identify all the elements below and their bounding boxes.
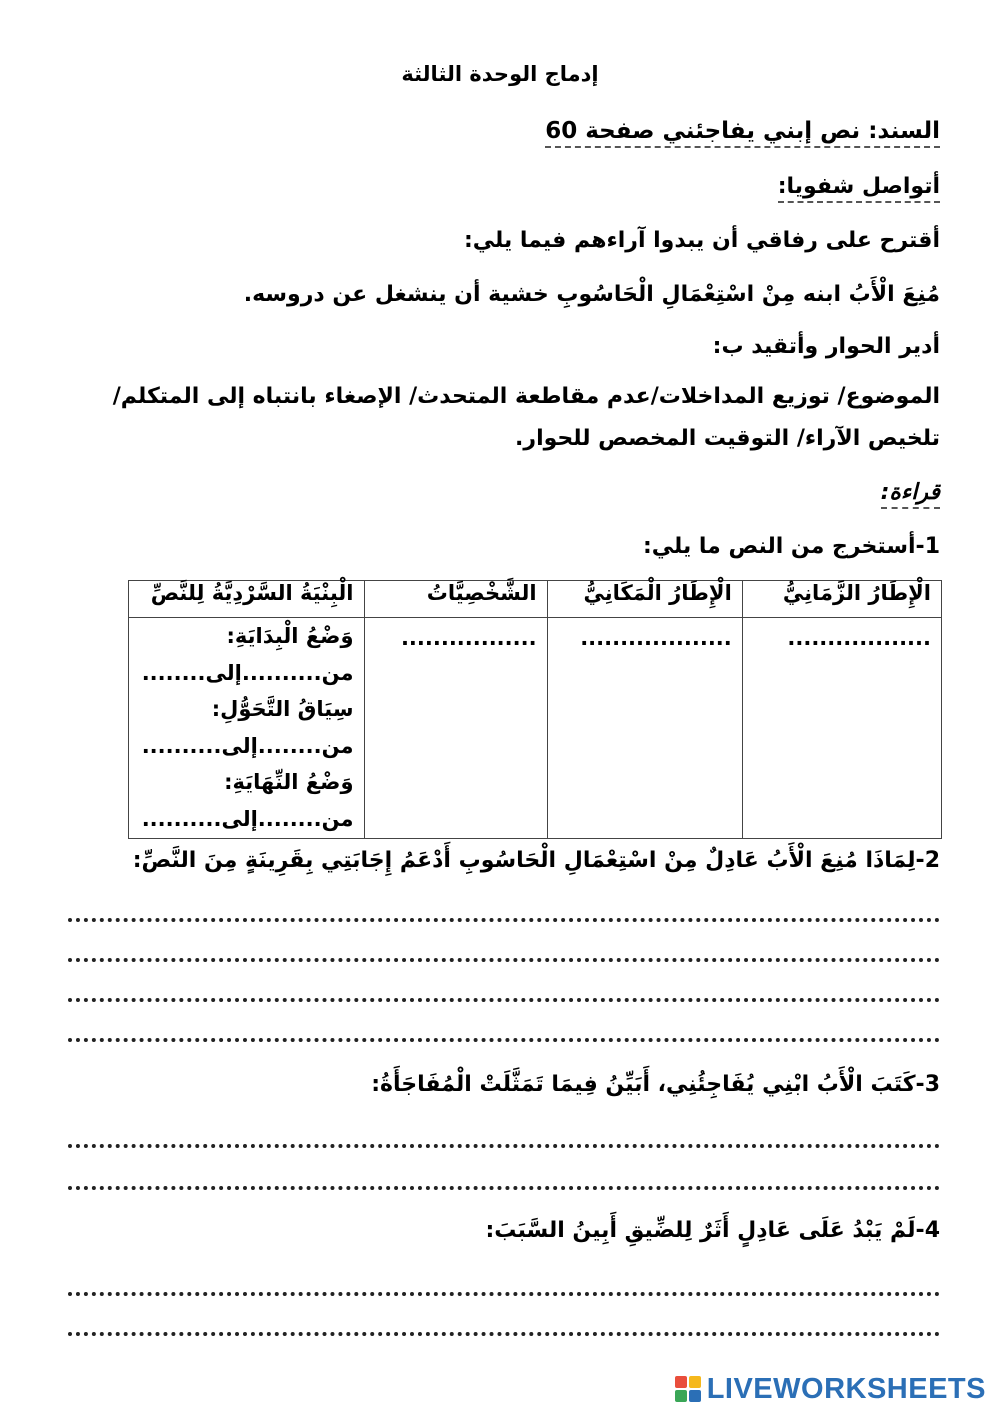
turning-point-label: سِيَاقُ التَّحَوُّلِ: (211, 697, 354, 721)
extraction-table (128, 580, 942, 839)
place-dots: ................... (580, 626, 732, 650)
oral-heading (778, 172, 940, 202)
oral-heading-text: أتواصل شفويا: (778, 174, 940, 203)
answer-line[interactable] (68, 918, 940, 922)
answer-line[interactable] (68, 998, 940, 1002)
liveworksheets-icon (675, 1376, 701, 1402)
question-1: 1-أستخرج من النص ما يلي: (642, 534, 940, 559)
opening-situation-label: وَضْعُ الْبِدَايَةِ: (226, 624, 354, 648)
header-time-frame: الْإِطَارُ الزَّمَانِيُّ (742, 581, 941, 618)
source-line (545, 116, 940, 146)
page-title: إدماج الوحدة الثالثة (401, 62, 599, 86)
icon-square-blue (689, 1390, 701, 1402)
dialogue-rules-line1: الموضوع/ توزيع المداخلات/عدم مقاطعة المتحدث/ الإصغاء بانتباه إلى المتكلم/ (112, 384, 940, 409)
icon-square-yellow (689, 1376, 701, 1388)
opening-range: من..........إلى........ (141, 660, 354, 685)
header-characters: الشَّخْصِيَّاتُ (364, 581, 547, 618)
place-frame-answer[interactable] (547, 618, 742, 839)
table-row (129, 618, 942, 839)
table-header-row (129, 581, 942, 618)
header-narrative-structure: الْبِنْيَةُ السَّرْدِيَّةُ لِلنَّصِّ (129, 581, 365, 618)
answer-line[interactable] (68, 958, 940, 962)
question-4: 4-لَمْ يَبْدُ عَلَى عَادِلٍ أَثَرٌ لِلضِّيقِ أَبِينُ السَّبَبَ: (485, 1218, 940, 1243)
time-dots: .................. (787, 626, 931, 650)
header-place-frame: الْإِطَارُ الْمَكَانِيُّ (547, 581, 742, 618)
source-text: السند: نص إبني يفاجئني صفحة 60 (545, 118, 940, 148)
answer-line[interactable] (68, 1144, 940, 1148)
answer-line[interactable] (68, 1038, 940, 1042)
characters-answer[interactable] (364, 618, 547, 839)
oral-prompt: أقترح على رفاقي أن يبدوا آراءهم فيما يلي: (463, 228, 940, 253)
question-3: 3-كَتَبَ الْأَبُ ابْنِي يُفَاجِئُنِي، أَبَيِّنُ فِيمَا تَمَثَّلَتْ الْمُفَاجَأَةُ: (371, 1072, 940, 1097)
time-frame-answer[interactable] (742, 618, 941, 839)
liveworksheets-logo (675, 1372, 986, 1406)
reading-heading (881, 478, 940, 508)
characters-dots: ................. (400, 626, 537, 650)
icon-square-green (675, 1390, 687, 1402)
icon-square-red (675, 1376, 687, 1388)
reading-heading-text: قراءة: (881, 480, 940, 509)
liveworksheets-brand: LIVEWORKSHEETS (706, 1372, 986, 1405)
answer-line[interactable] (68, 1186, 940, 1190)
ending-range: من........إلى.......... (141, 806, 354, 831)
dialogue-rules-line2: تلخيص الآراء/ التوقيت المخصص للحوار. (515, 426, 940, 451)
turning-point-range: من........إلى.......... (141, 733, 354, 758)
oral-statement: مُنِعَ الْأَبُ ابنه مِنْ اسْتِعْمَالِ الْحَاسُوبِ خشية أن ينشغل عن دروسه. (243, 282, 940, 307)
answer-line[interactable] (68, 1332, 940, 1336)
question-2: 2-لِمَاذَا مُنِعَ الْأَبُ عَادِلٌ مِنْ اسْتِعْمَالِ الْحَاسُوبِ أَدْعَمُ إِجَابَتِي بِقَرِينَةٍ مِنَ النَّصِّ: (132, 848, 940, 873)
dialogue-instructions: أدير الحوار وأتقيد ب: (712, 334, 940, 359)
narrative-structure-answer[interactable] (129, 618, 365, 839)
answer-line[interactable] (68, 1292, 940, 1296)
ending-situation-label: وَضْعُ النِّهَايَةِ: (224, 770, 354, 794)
